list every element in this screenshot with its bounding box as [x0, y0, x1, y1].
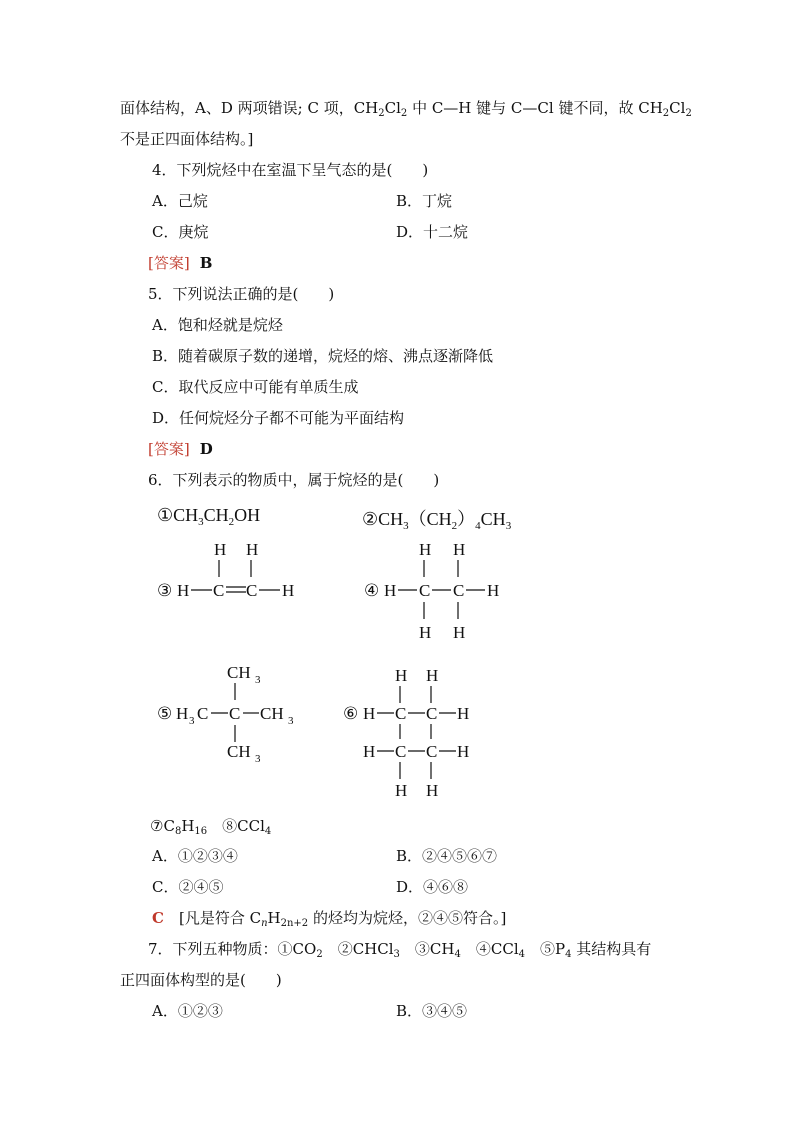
q4-option-d: D．十二烷	[396, 223, 469, 241]
q7-stem-line-2: 正四面体构型的是( )	[120, 971, 282, 989]
svg-text:H: H	[246, 540, 259, 559]
structure-3-ethylene	[155, 535, 315, 605]
q5-option-a: A．饱和烃就是烷烃	[152, 316, 283, 334]
svg-text:CH: CH	[260, 704, 284, 723]
svg-text:3: 3	[255, 753, 261, 765]
svg-text:CH: CH	[227, 663, 251, 682]
structure-6-cyclobutane	[341, 660, 491, 805]
structure-4-ethane	[362, 535, 522, 645]
q4-option-b: B．丁烷	[396, 192, 453, 210]
svg-text:CH: CH	[227, 742, 251, 761]
svg-text:C: C	[426, 704, 438, 723]
svg-text:C: C	[213, 581, 225, 600]
svg-text:H: H	[395, 781, 408, 800]
answer-tag: [答案]	[148, 254, 190, 272]
svg-text:C: C	[419, 581, 431, 600]
svg-text:C: C	[246, 581, 258, 600]
svg-text:3: 3	[255, 674, 261, 686]
answer-letter: D	[199, 440, 213, 458]
svg-text:C: C	[395, 742, 407, 761]
q6-explanation: C [凡是符合 $C_nH_{2n+2}$ 的烃均为烷烃，②④⑤符合。]	[152, 909, 507, 929]
q6-option-d: D．④⑥⑧	[396, 878, 469, 896]
q4-option-c: C．庚烷	[152, 223, 209, 241]
q4-answer	[148, 253, 212, 273]
svg-text:H: H	[395, 666, 408, 685]
svg-text:3: 3	[288, 715, 294, 727]
structure-5-neopentane	[155, 660, 305, 770]
svg-text:C: C	[395, 704, 407, 723]
svg-text:H: H	[282, 581, 295, 600]
svg-text:H: H	[457, 704, 470, 723]
formula-7-8: $⑦C_8H_{16}$ ⑧CCl$_4$	[150, 817, 272, 837]
intro-line-2: 不是正四面体结构。]	[120, 130, 254, 148]
q6-stem: 6．下列表示的物质中，属于烷烃的是( )	[148, 471, 440, 489]
svg-text:C: C	[197, 704, 209, 723]
q4-option-a: A．己烷	[152, 192, 208, 210]
answer-letter: B	[199, 254, 213, 272]
q5-stem: 5．下列说法正确的是( )	[148, 285, 335, 303]
svg-text:H: H	[419, 540, 432, 559]
svg-text:C: C	[453, 581, 465, 600]
q4-stem: 4．下列烷烃中在室温下呈气态的是( )	[152, 161, 429, 179]
intro-line-1: 面体结构，A、D 两项错误; C 项，$CH_2Cl_2$ 中 C—H 键与 C—Cl 键不同，故 $CH_2Cl_2$	[120, 99, 692, 119]
svg-text:H: H	[426, 781, 439, 800]
q7-stem-line-1: 7．下列五种物质：$①CO_2$ ②CHCl$_3$ $③CH_4$ ④CCl$_4$ $⑤P_4$ 其结构具有	[148, 940, 652, 960]
svg-text:③: ③	[157, 581, 173, 600]
svg-text:⑥: ⑥	[343, 704, 359, 723]
svg-text:H: H	[384, 581, 397, 600]
svg-text:H: H	[457, 742, 470, 761]
svg-text:C: C	[229, 704, 241, 723]
svg-text:H: H	[214, 540, 227, 559]
q7-option-a: A．①②③	[152, 1002, 223, 1020]
q7-option-b: B．③④⑤	[396, 1002, 468, 1020]
svg-text:H: H	[426, 666, 439, 685]
q5-option-d: D．任何烷烃分子都不可能为平面结构	[152, 409, 405, 427]
q6-option-b: B．②④⑤⑥⑦	[396, 847, 498, 865]
q5-answer	[148, 439, 213, 459]
svg-text:H: H	[363, 704, 376, 723]
svg-text:C: C	[426, 742, 438, 761]
svg-text:H: H	[177, 581, 190, 600]
answer-letter: C	[152, 909, 164, 927]
svg-text:H: H	[419, 623, 432, 642]
svg-text:3: 3	[189, 715, 195, 727]
q5-option-b: B．随着碳原子数的递增，烷烃的熔、沸点逐渐降低	[152, 347, 494, 365]
svg-text:H: H	[453, 540, 466, 559]
q5-option-c: C．取代反应中可能有单质生成	[152, 378, 359, 396]
svg-text:H: H	[363, 742, 376, 761]
svg-text:H: H	[453, 623, 466, 642]
formula-1: $①CH_3CH_2OH$	[157, 505, 261, 528]
answer-tag: [答案]	[148, 440, 190, 458]
q6-option-c: C．②④⑤	[152, 878, 224, 896]
svg-text:H: H	[176, 704, 189, 723]
q6-option-a: A．①②③④	[152, 847, 238, 865]
svg-text:⑤: ⑤	[157, 704, 173, 723]
svg-text:H: H	[487, 581, 500, 600]
formula-2: $②CH_3(CH_2)_4CH_3$	[362, 509, 512, 532]
svg-text:④: ④	[364, 581, 380, 600]
